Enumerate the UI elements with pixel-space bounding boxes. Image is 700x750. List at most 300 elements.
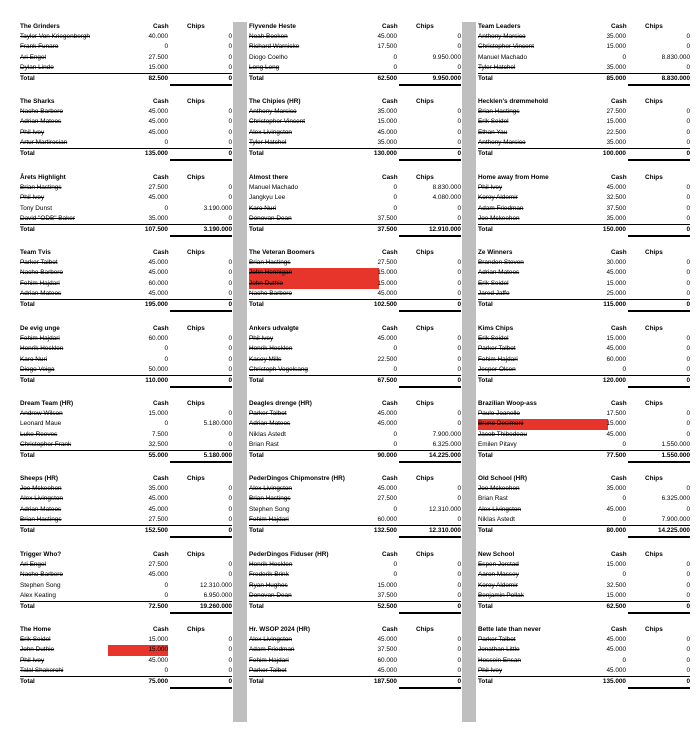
player-name: Ryan Hughes <box>249 581 288 589</box>
player-cash: 0 <box>393 63 397 71</box>
player-chips: 1.550.000 <box>661 440 690 448</box>
player-row <box>20 355 232 365</box>
player-name: Dylan Linde <box>20 63 54 71</box>
total-row <box>249 148 461 159</box>
player-cash: 60.000 <box>377 656 397 664</box>
player-cash: 45.000 <box>377 289 397 297</box>
player-row <box>20 32 232 42</box>
total-cash: 55.000 <box>148 451 168 459</box>
player-cash: 0 <box>622 571 626 579</box>
player-cash: 45.000 <box>148 194 168 202</box>
player-name: Joe Mckeehen <box>20 485 62 493</box>
player-row <box>20 117 232 127</box>
team-title: Dream Team (HR) <box>20 400 74 407</box>
team-header-row <box>478 324 690 334</box>
player-name: Brandon Steven <box>478 259 524 267</box>
player-name: Jonathan Little <box>478 646 520 654</box>
player-cash: 15.000 <box>148 636 168 644</box>
player-cash: 0 <box>164 204 168 212</box>
player-chips: 0 <box>686 259 690 267</box>
total-cash: 75.000 <box>148 677 168 685</box>
player-chips: 0 <box>228 656 232 664</box>
player-name: Parker Talbot <box>478 636 516 644</box>
player-name: Henrik Hecklen <box>249 561 293 569</box>
player-name: Phil Ivey <box>20 656 45 664</box>
team-header-row <box>20 22 232 32</box>
player-row <box>249 183 461 193</box>
player-chips: 0 <box>228 259 232 267</box>
cash-header: Cash <box>611 551 627 558</box>
total-label: Total <box>20 149 35 157</box>
player-chips: 0 <box>457 410 461 418</box>
player-name: Anthony Marsico <box>478 138 526 146</box>
player-cash: 0 <box>164 43 168 51</box>
player-cash: 0 <box>164 420 168 428</box>
column-separator-right <box>462 22 476 722</box>
player-row <box>20 138 232 148</box>
player-name: Nacho Barbero <box>249 289 292 297</box>
chips-header: Chips <box>416 475 434 482</box>
player-chips: 0 <box>228 355 232 363</box>
player-name: Brian Rast <box>249 440 279 448</box>
team-block <box>249 474 461 536</box>
player-row <box>20 560 232 570</box>
total-chips: 0 <box>457 300 461 308</box>
player-name: John Hennigan <box>249 268 379 278</box>
player-row <box>20 656 232 666</box>
player-cash: 45.000 <box>377 410 397 418</box>
player-cash: 45.000 <box>606 646 626 654</box>
player-row <box>20 214 232 224</box>
player-row <box>20 515 232 525</box>
player-chips: 6.325.000 <box>432 440 461 448</box>
player-cash: 0 <box>393 345 397 353</box>
total-cash: 132.500 <box>373 526 397 534</box>
player-row <box>249 440 461 450</box>
total-label: Total <box>20 74 35 82</box>
player-row <box>478 214 690 224</box>
player-cash: 0 <box>164 666 168 674</box>
total-row <box>478 73 690 84</box>
player-cash: 15.000 <box>606 561 626 569</box>
team-header-row <box>249 625 461 635</box>
player-row <box>20 183 232 193</box>
player-row <box>20 581 232 591</box>
player-chips: 0 <box>686 636 690 644</box>
total-cash: 77.500 <box>606 451 626 459</box>
player-chips: 0 <box>457 420 461 428</box>
total-chips: 5.180.000 <box>203 451 232 459</box>
player-chips: 0 <box>457 259 461 267</box>
cash-header: Cash <box>382 325 398 332</box>
player-name: Ethan Yau <box>478 128 508 136</box>
player-name: Bruno Desimoni <box>478 419 608 429</box>
player-row <box>478 53 690 63</box>
total-row <box>20 375 232 386</box>
total-label: Total <box>478 149 493 157</box>
team-header-row <box>20 474 232 484</box>
player-chips: 0 <box>686 118 690 126</box>
team-block <box>20 399 232 461</box>
team-header-row <box>478 550 690 560</box>
team-title: Brazilian Woop-ass <box>478 400 537 407</box>
player-row <box>249 117 461 127</box>
player-cash: 15.000 <box>606 591 626 599</box>
player-cash: 45.000 <box>606 184 626 192</box>
player-chips: 0 <box>228 108 232 116</box>
player-cash: 0 <box>164 138 168 146</box>
player-chips: 0 <box>228 410 232 418</box>
player-name: Niklas Astedt <box>478 515 515 523</box>
team-title: PederDingos Chipmonstre (HR) <box>249 475 345 482</box>
player-row <box>478 666 690 676</box>
total-label: Total <box>478 526 493 534</box>
player-row <box>478 419 690 429</box>
player-row <box>478 656 690 666</box>
total-label: Total <box>249 526 264 534</box>
player-chips: 0 <box>228 561 232 569</box>
player-name: Korey Aldemir <box>478 581 518 589</box>
team-block <box>249 97 461 159</box>
total-chips: 0 <box>686 602 690 610</box>
total-row <box>249 676 461 687</box>
player-chips: 6.950.000 <box>203 591 232 599</box>
player-name: Christopher Vincent <box>249 118 306 126</box>
player-chips: 0 <box>686 138 690 146</box>
player-name: Fehim Hajdari <box>249 515 289 523</box>
total-cash: 195.000 <box>144 300 168 308</box>
cash-header: Cash <box>382 551 398 558</box>
player-name: Nacho Barbero <box>20 571 63 579</box>
player-name: Tony Dunst <box>20 204 52 212</box>
player-chips: 0 <box>686 485 690 493</box>
cash-header: Cash <box>611 174 627 181</box>
player-cash: 37.500 <box>377 646 397 654</box>
player-cash: 0 <box>622 53 626 61</box>
total-row <box>478 224 690 235</box>
player-cash: 45.000 <box>148 259 168 267</box>
player-row <box>478 193 690 203</box>
team-header-row <box>20 248 232 258</box>
player-name: Karo Nuri <box>20 355 47 363</box>
player-row <box>478 204 690 214</box>
player-name: Erik Seidel <box>478 335 509 343</box>
player-name: Christoph Vogelsang <box>249 365 308 373</box>
total-chips: 0 <box>228 74 232 82</box>
total-chips: 0 <box>686 225 690 233</box>
player-row <box>249 53 461 63</box>
player-row <box>20 128 232 138</box>
player-chips: 0 <box>228 345 232 353</box>
player-cash: 17.500 <box>606 410 626 418</box>
player-row <box>20 409 232 419</box>
player-row <box>478 560 690 570</box>
total-cash: 67.500 <box>377 376 397 384</box>
cash-header: Cash <box>153 475 169 482</box>
player-name: Phil Ivey <box>249 335 274 343</box>
player-cash: 35.000 <box>148 214 168 222</box>
player-name: Brian Hastings <box>249 259 291 267</box>
total-chips: 0 <box>457 602 461 610</box>
player-cash: 35.000 <box>606 33 626 41</box>
player-cash: 15.000 <box>606 43 626 51</box>
player-cash: 0 <box>622 365 626 373</box>
player-row <box>249 63 461 73</box>
player-chips: 0 <box>228 495 232 503</box>
team-header-row <box>478 625 690 635</box>
player-row <box>478 279 690 289</box>
total-cash: 90.000 <box>377 451 397 459</box>
player-cash: 60.000 <box>377 515 397 523</box>
player-chips: 0 <box>228 184 232 192</box>
total-label: Total <box>249 677 264 685</box>
player-cash: 45.000 <box>148 108 168 116</box>
player-row <box>20 53 232 63</box>
player-row <box>249 334 461 344</box>
total-row <box>20 525 232 536</box>
total-label: Total <box>478 300 493 308</box>
player-row <box>478 570 690 580</box>
total-label: Total <box>20 677 35 685</box>
team-block <box>20 324 232 386</box>
player-cash: 0 <box>393 184 397 192</box>
player-cash: 0 <box>622 515 626 523</box>
player-name: Tyler Hatchel <box>249 138 287 146</box>
total-cash: 62.500 <box>377 74 397 82</box>
player-name: Andrew Wilson <box>20 410 63 418</box>
team-header-row <box>20 97 232 107</box>
player-name: Jesper Olsen <box>478 365 516 373</box>
chips-header: Chips <box>416 98 434 105</box>
player-name: Manuel Machado <box>249 184 299 192</box>
cash-header: Cash <box>611 23 627 30</box>
player-row <box>249 128 461 138</box>
player-cash: 0 <box>393 505 397 513</box>
player-chips: 0 <box>228 194 232 202</box>
player-chips: 0 <box>686 279 690 287</box>
player-name: Donovan Dean <box>249 591 292 599</box>
player-chips: 0 <box>457 279 461 287</box>
player-cash: 0 <box>622 495 626 503</box>
team-header-row <box>478 97 690 107</box>
player-name: Frederik Brink <box>249 571 289 579</box>
player-chips: 0 <box>457 335 461 343</box>
team-title: De evig unge <box>20 325 60 332</box>
player-chips: 0 <box>228 43 232 51</box>
team-header-row <box>20 399 232 409</box>
chips-header: Chips <box>645 98 663 105</box>
team-header-row <box>249 248 461 258</box>
chips-header: Chips <box>416 249 434 256</box>
player-name: Fehim Hajdari <box>478 355 518 363</box>
player-chips: 0 <box>686 345 690 353</box>
cash-header: Cash <box>611 626 627 633</box>
player-cash: 37.500 <box>606 204 626 212</box>
player-name: Brian Hastings <box>20 515 62 523</box>
chips-header: Chips <box>645 551 663 558</box>
player-name: Hossein Ensan <box>478 656 521 664</box>
total-label: Total <box>20 602 35 610</box>
player-chips: 0 <box>686 108 690 116</box>
player-name: Alex Livingston <box>20 495 63 503</box>
player-row <box>20 666 232 676</box>
total-label: Total <box>20 225 35 233</box>
cash-header: Cash <box>382 174 398 181</box>
player-row <box>20 430 232 440</box>
player-cash: 35.000 <box>377 138 397 146</box>
cash-header: Cash <box>382 626 398 633</box>
player-chips: 0 <box>686 128 690 136</box>
player-row <box>20 334 232 344</box>
total-cash: 115.000 <box>603 300 626 308</box>
total-cash: 107.500 <box>144 225 168 233</box>
player-row <box>249 666 461 676</box>
player-name: Emilen Pitavy <box>478 440 517 448</box>
total-label: Total <box>20 300 35 308</box>
player-name: Kasey Mills <box>249 355 282 363</box>
cash-header: Cash <box>611 98 627 105</box>
player-chips: 0 <box>686 289 690 297</box>
player-name: Karo Nuri <box>249 204 276 212</box>
player-row <box>478 635 690 645</box>
team-block <box>20 248 232 310</box>
player-chips: 0 <box>228 335 232 343</box>
player-chips: 0 <box>686 656 690 664</box>
player-row <box>20 289 232 299</box>
player-cash: 15.000 <box>377 118 397 126</box>
player-cash: 0 <box>164 355 168 363</box>
player-cash: 45.000 <box>377 128 397 136</box>
player-row <box>249 204 461 214</box>
total-row <box>20 299 232 310</box>
team-title: Deagles drenge (HR) <box>249 400 312 407</box>
player-chips: 0 <box>228 515 232 523</box>
player-row <box>249 42 461 52</box>
player-row <box>478 128 690 138</box>
cash-header: Cash <box>153 400 169 407</box>
chips-header: Chips <box>187 249 205 256</box>
player-cash: 35.000 <box>606 138 626 146</box>
player-chips: 12.310.000 <box>429 505 461 513</box>
player-chips: 0 <box>457 561 461 569</box>
team-title: Old School (HR) <box>478 475 527 482</box>
player-name: Adam Friedman <box>249 646 295 654</box>
player-cash: 27.500 <box>148 515 168 523</box>
player-name: Fehim Hajdari <box>249 656 289 664</box>
total-label: Total <box>20 526 35 534</box>
player-row <box>478 344 690 354</box>
player-cash: 15.000 <box>148 63 168 71</box>
total-chips: 3.190.000 <box>203 225 232 233</box>
total-label: Total <box>249 602 264 610</box>
player-row <box>20 42 232 52</box>
chips-header: Chips <box>416 626 434 633</box>
cash-header: Cash <box>153 174 169 181</box>
team-title: Kims Chips <box>478 325 514 332</box>
player-name: Anthony Marsico <box>478 33 526 41</box>
total-chips: 0 <box>457 149 461 157</box>
player-cash: 15.000 <box>377 581 397 589</box>
player-chips: 0 <box>686 33 690 41</box>
player-cash: 45.000 <box>377 666 397 674</box>
player-row <box>249 645 461 655</box>
player-row <box>249 484 461 494</box>
player-cash: 0 <box>393 194 397 202</box>
player-row <box>20 258 232 268</box>
team-title: Almost there <box>249 174 289 181</box>
total-label: Total <box>249 451 264 459</box>
player-cash: 27.500 <box>148 53 168 61</box>
player-cash: 45.000 <box>377 636 397 644</box>
cash-header: Cash <box>611 325 627 332</box>
total-label: Total <box>478 451 493 459</box>
total-chips: 0 <box>228 526 232 534</box>
player-chips: 0 <box>686 269 690 277</box>
player-chips: 0 <box>457 204 461 212</box>
player-row <box>249 258 461 268</box>
team-block <box>478 22 690 84</box>
player-row <box>478 355 690 365</box>
player-name: Long Long <box>249 63 280 71</box>
player-chips: 0 <box>228 430 232 438</box>
total-cash: 100.000 <box>602 149 626 157</box>
player-name: Erik Seidel <box>478 279 509 287</box>
player-chips: 0 <box>686 666 690 674</box>
player-chips: 0 <box>457 636 461 644</box>
total-chips: 1.550.000 <box>661 451 690 459</box>
player-row <box>478 440 690 450</box>
total-label: Total <box>478 376 493 384</box>
player-cash: 32.500 <box>148 440 168 448</box>
player-cash: 27.500 <box>377 259 397 267</box>
team-title: Sheeps (HR) <box>20 475 58 482</box>
player-chips: 6.325.000 <box>661 495 690 503</box>
team-block <box>249 22 461 84</box>
player-row <box>20 268 232 278</box>
player-name: Benjamin Pollak <box>478 591 524 599</box>
player-name: Erik Seidel <box>20 636 51 644</box>
player-name: Joe Mckeehen <box>478 214 520 222</box>
team-title: Trigger Who? <box>20 551 62 558</box>
player-name: Christopher Frank <box>20 440 72 448</box>
total-label: Total <box>478 677 493 685</box>
player-name: Joe Mckeehen <box>478 485 520 493</box>
total-row <box>478 375 690 386</box>
player-chips: 0 <box>228 289 232 297</box>
total-label: Total <box>478 225 493 233</box>
player-row <box>249 344 461 354</box>
player-row <box>249 193 461 203</box>
player-row <box>20 440 232 450</box>
total-row <box>20 148 232 159</box>
player-cash: 45.000 <box>606 345 626 353</box>
player-row <box>478 117 690 127</box>
total-row <box>249 525 461 536</box>
player-cash: 7.500 <box>152 430 168 438</box>
player-chips: 0 <box>457 571 461 579</box>
player-row <box>20 484 232 494</box>
chips-header: Chips <box>187 626 205 633</box>
player-name: Leonard Maue <box>20 420 62 428</box>
team-header-row <box>249 97 461 107</box>
team-block <box>20 550 232 612</box>
team-title: Ze Winners <box>478 249 513 256</box>
player-row <box>478 591 690 601</box>
player-row <box>478 505 690 515</box>
team-block <box>478 550 690 612</box>
player-row <box>478 409 690 419</box>
player-chips: 0 <box>686 194 690 202</box>
